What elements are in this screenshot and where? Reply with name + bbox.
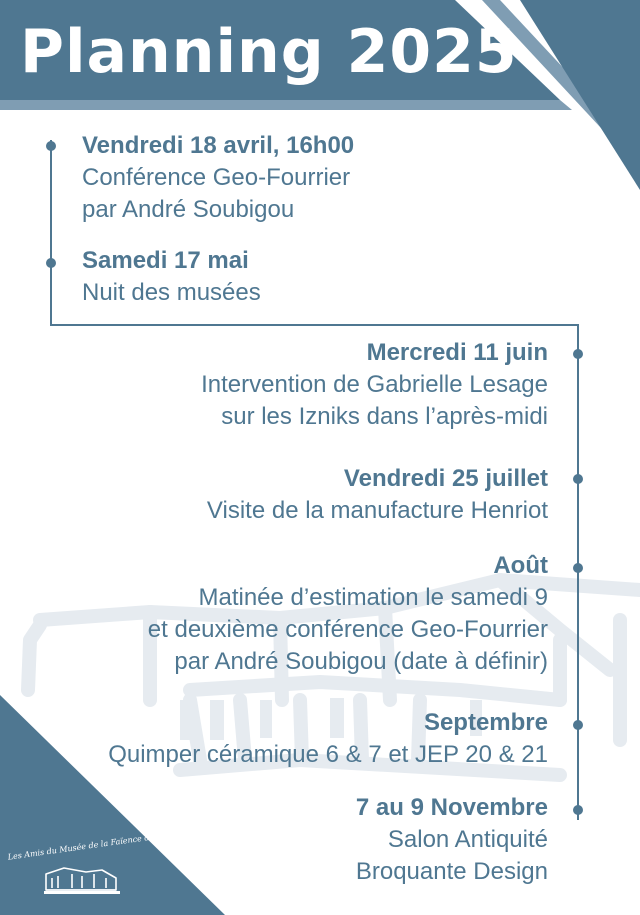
- event-description-line: Salon Antiquité: [387, 826, 548, 853]
- event-description-line: Broquante Design: [355, 858, 548, 885]
- header-underline: [0, 100, 572, 110]
- event-description-line: par André Soubigou (date à définir): [174, 648, 548, 675]
- event-item: [82, 245, 261, 309]
- event-date: Septembre: [423, 709, 548, 736]
- timeline-dot: [573, 474, 583, 484]
- event-description-line: Intervention de Gabrielle Lesage: [201, 371, 548, 398]
- event-item: [108, 707, 548, 771]
- event-date: 7 au 9 Novembre: [355, 794, 548, 821]
- timeline-dot: [573, 805, 583, 815]
- museum-building-icon: [42, 860, 122, 900]
- event-description-line: et deuxième conférence Geo-Fourrier: [147, 616, 548, 643]
- event-item: [356, 792, 548, 888]
- timeline-dot: [573, 563, 583, 573]
- event-date: Mercredi 11 juin: [366, 339, 548, 366]
- event-item: [207, 463, 548, 527]
- association-logo: [7, 822, 193, 902]
- event-description-line: sur les Izniks dans l’après-midi: [221, 403, 548, 430]
- event-date: Vendredi 18 avril, 16h00: [82, 132, 355, 159]
- event-date: Samedi 17 mai: [82, 247, 249, 274]
- event-description-line: Conférence Geo-Fourrier: [82, 164, 351, 191]
- event-description-line: par André Soubigou: [82, 196, 295, 223]
- event-description-line: Quimper céramique 6 & 7 et JEP 20 & 21: [108, 741, 548, 768]
- timeline-dot: [46, 258, 56, 268]
- timeline-dot: [573, 720, 583, 730]
- event-item: [82, 130, 354, 226]
- timeline-dot: [46, 141, 56, 151]
- event-date: Vendredi 25 juillet: [343, 465, 548, 492]
- event-item: [148, 550, 548, 678]
- event-description-line: Nuit des musées: [82, 279, 261, 306]
- timeline-dot: [573, 349, 583, 359]
- event-item: [201, 337, 548, 433]
- page-title: Planning 2025: [20, 17, 518, 87]
- event-date: Août: [493, 552, 548, 579]
- event-description-line: Visite de la manufacture Henriot: [206, 497, 548, 524]
- event-description-line: Matinée d’estimation le samedi 9: [198, 584, 548, 611]
- logo-text: Les Amis du Musée de la Faïence de Quimper: [7, 826, 193, 862]
